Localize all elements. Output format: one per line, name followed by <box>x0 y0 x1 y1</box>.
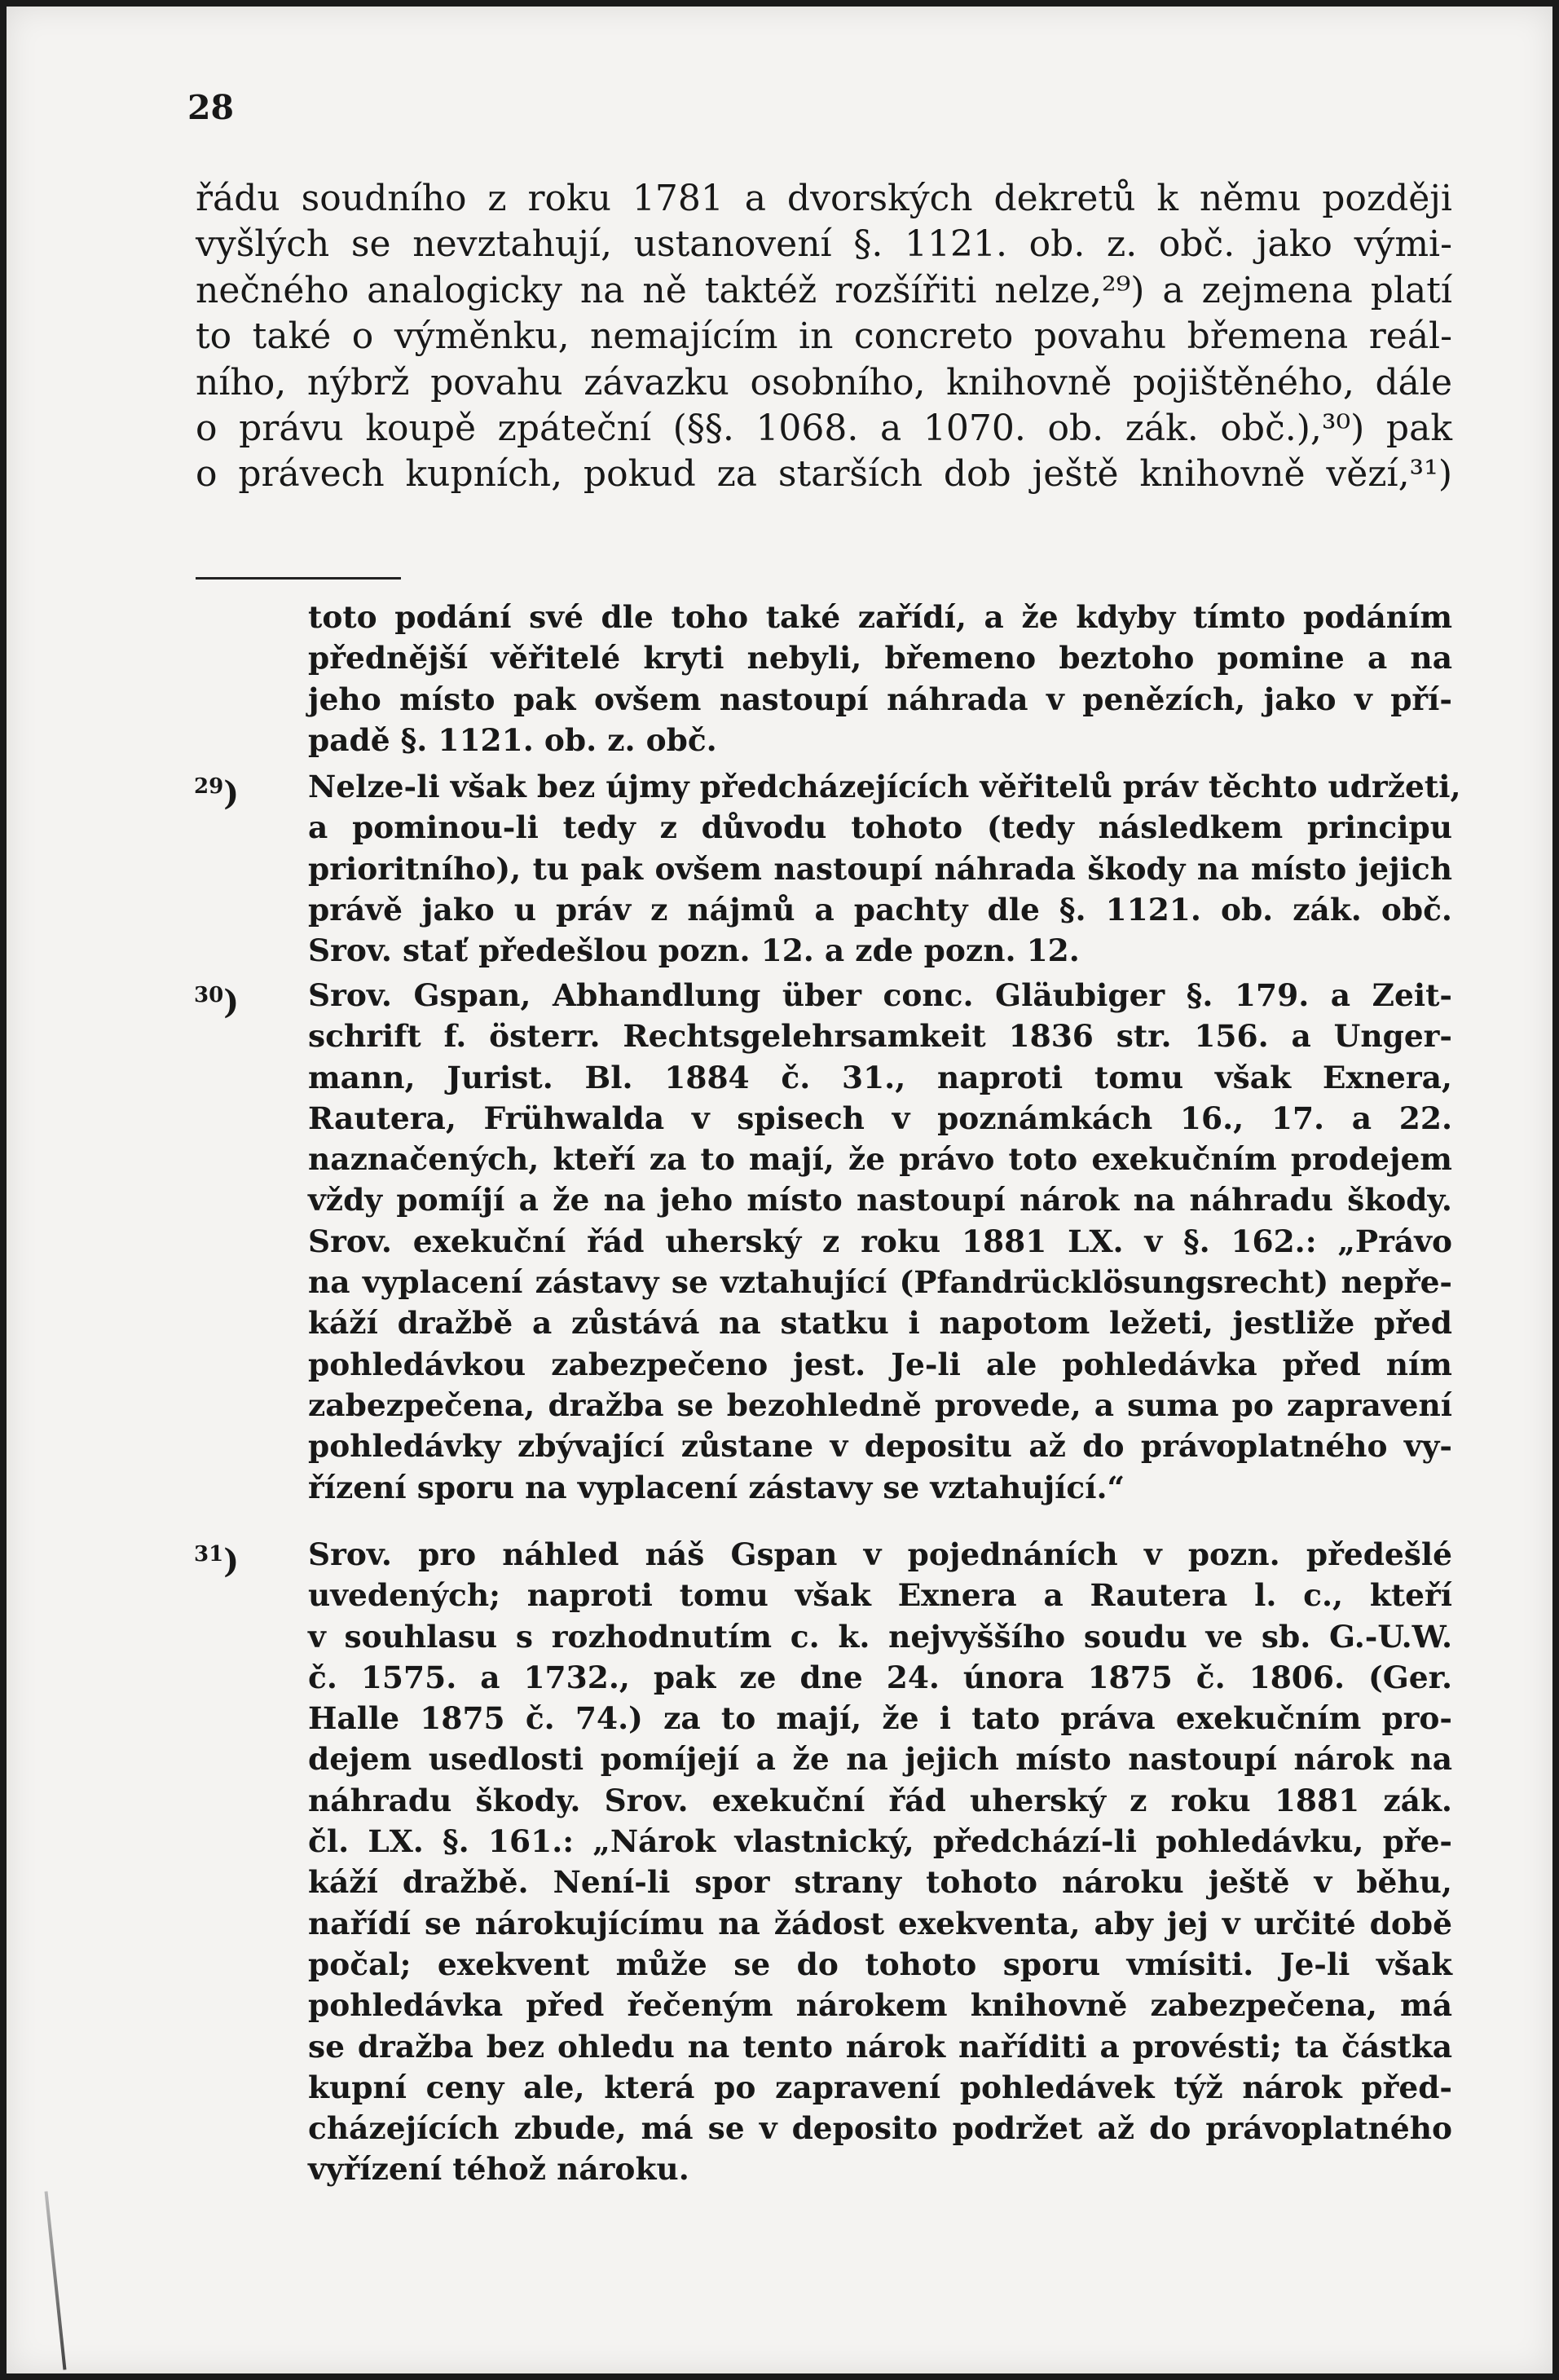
main-text-line: o právu koupě zpáteční (§§. 1068. a 1070. ob. zák. obč.),³⁰) pak <box>196 407 1452 449</box>
footnote-line: právě jako u práv z nájmů a pachty dle §. 1121. ob. zák. obč. <box>308 891 1452 928</box>
footnote-31 <box>308 1534 1452 2190</box>
footnote-line: Srov. exekuční řád uherský z roku 1881 LX. v §. 162.: „Právo <box>308 1223 1452 1259</box>
footnote-line: dejem usedlosti pomíjejí a že na jejich místo nastoupí nárok na <box>308 1741 1452 1778</box>
footnote-line: mann, Jurist. Bl. 1884 č. 31., naproti tomu však Exnera, <box>308 1059 1452 1095</box>
footnote-line: pohledávkou zabezpečeno jest. Je-li ale pohledávka před ním <box>308 1346 1452 1382</box>
footnote-line: cházejících zbude, má se v deposito podržet až do právoplatného <box>308 2110 1452 2147</box>
footnote-line: Srov. Gspan, Abhandlung über conc. Gläubiger §. 179. a Zeit- <box>308 977 1452 1013</box>
footnote-line: kupní ceny ale, která po zapravení pohledávek týž nárok před- <box>308 2069 1452 2105</box>
footnote-line: Rautera, Frühwalda v spisech v poznámkách 16., 17. a 22. <box>308 1100 1452 1136</box>
footnote-line: káží dražbě. Není-li spor strany tohoto nároku ještě v běhu, <box>308 1864 1452 1901</box>
footnote-line: č. 1575. a 1732., pak ze dne 24. února 1875 č. 1806. (Ger. <box>308 1659 1452 1695</box>
footnote-line: toto podání své dle toho také zařídí, a že kdyby tímto podáním <box>308 599 1452 635</box>
footnote-line: schrift f. österr. Rechtsgelehrsamkeit 1836 str. 156. a Unger- <box>308 1018 1452 1055</box>
main-text-line: nečného analogicky na ně taktéž rozšířiti nelze,²⁹) a zejmena platí <box>196 269 1452 311</box>
book-page <box>7 7 1552 2373</box>
main-text-line: o právech kupních, pokud za starších dob ještě knihovně vězí,³¹) <box>196 453 1452 496</box>
footnote-30-marker: $^{30}$) <box>194 983 240 1021</box>
footnote-line: náhradu škody. Srov. exekuční řád uherský z roku 1881 zák. <box>308 1782 1452 1818</box>
footnote-line: naznačených, kteří za to mají, že právo toto exekučním prodejem <box>308 1141 1452 1178</box>
footnote-line: káží dražbě a zůstává na statku i napotom ležeti, jestliže před <box>308 1305 1452 1342</box>
footnote-29 <box>308 766 1461 971</box>
footnote-separator-rule <box>196 577 401 580</box>
main-text-line: to také o výměnku, nemajícím in concreto povahu břemena reál- <box>196 315 1452 358</box>
main-text-line: ního, nýbrž povahu závazku osobního, knihovně pojištěného, dále <box>196 361 1452 403</box>
footnote-line: vždy pomíjí a že na jeho místo nastoupí nárok na náhradu škody. <box>308 1182 1452 1219</box>
footnote-line: nařídí se nárokujícímu na žádost exekventa, aby jej v určité době <box>308 1905 1452 1941</box>
footnote-line: se dražba bez ohledu na tento nárok naříditi a provésti; ta částka <box>308 2028 1452 2065</box>
footnote-line: Srov. pro náhled náš Gspan v pojednáních v pozn. předešlé <box>308 1536 1452 1572</box>
footnote-line: padě §. 1121. ob. z. obč. <box>308 721 717 758</box>
footnote-line: v souhlasu s rozhodnutím c. k. nejvyššího soudu ve sb. G.-U.W. <box>308 1618 1452 1655</box>
footnote-30 <box>308 975 1452 1508</box>
footnote-line: počal; exekvent může se do tohoto sporu vmísiti. Je-li však <box>308 1946 1452 1982</box>
footnote-29-marker: $^{29}$) <box>194 774 240 813</box>
footnote-line: jeho místo pak ovšem nastoupí náhrada v penězích, jako v pří- <box>308 681 1452 717</box>
footnote-line: Nelze-li však bez újmy předcházejících věřitelů práv těchto udržeti, <box>308 769 1461 804</box>
main-text-line: řádu soudního z roku 1781 a dvorských dekretů k němu později <box>196 178 1452 219</box>
footnote-line: prioritního), tu pak ovšem nastoupí náhrada škody na místo jejich <box>308 850 1452 887</box>
footnote-line: vyřízení téhož nároku. <box>308 2151 689 2188</box>
scan-edge-mark <box>45 2191 67 2369</box>
footnote-continuation <box>308 597 1452 760</box>
footnote-line: uvedených; naproti tomu však Exnera a Rautera l. c., kteří <box>308 1577 1452 1614</box>
footnote-line: na vyplacení zástavy se vztahující (Pfandrücklösungsrecht) nepře- <box>308 1264 1452 1301</box>
footnote-line: zabezpečena, dražba se bezohledně provede, a suma po zapravení <box>308 1386 1452 1423</box>
footnote-line: pohledávka před řečeným nárokem knihovně zabezpečena, má <box>308 1987 1452 2024</box>
page-number: 28 <box>187 88 235 127</box>
footnote-line: řízení sporu na vyplacení zástavy se vztahující.“ <box>308 1469 1125 1505</box>
footnote-line: čl. LX. §. 161.: „Nárok vlastnický, předchází-li pohledávku, pře- <box>308 1823 1452 1860</box>
footnote-line: Srov. stať předešlou pozn. 12. a zde pozn. 12. <box>308 932 1080 969</box>
footnote-line: přednější věřitelé kryti nebyli, břemeno beztoho pomine a na <box>308 640 1452 677</box>
main-text-line: vyšlých se nevztahují, ustanovení §. 1121. ob. z. obč. jako vými- <box>196 223 1452 266</box>
footnote-line: a pominou-li tedy z důvodu tohoto (tedy následkem principu <box>308 809 1452 846</box>
footnote-31-marker: $^{31}$) <box>194 1542 240 1580</box>
footnote-line: pohledávky zbývající zůstane v depositu až do právoplatného vy- <box>308 1428 1452 1465</box>
footnote-line: Halle 1875 č. 74.) za to mají, že i tato práva exekučním pro- <box>308 1700 1452 1737</box>
main-text-block <box>196 176 1452 498</box>
